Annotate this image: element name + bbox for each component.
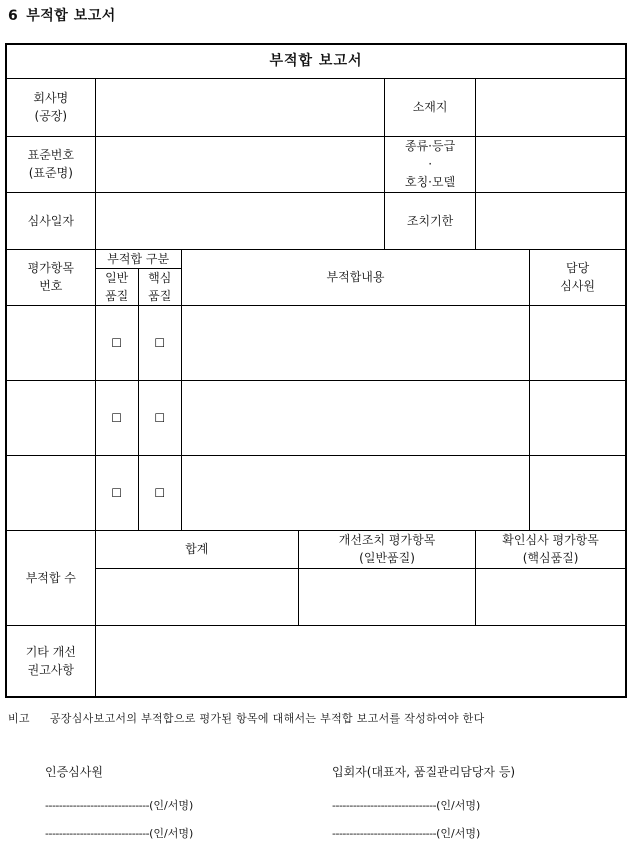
nonconformity-report-table: [5, 43, 627, 698]
form-title: 부적합 보고서: [6, 44, 626, 78]
nonconformity-count-label: 부적합 수: [6, 530, 95, 625]
heading-title: 부적합 보고서: [26, 8, 116, 24]
action-deadline-input[interactable]: [476, 192, 626, 249]
core-quality-label: 핵심 품질: [138, 268, 181, 305]
auditor-cell[interactable]: [530, 305, 626, 380]
certification-auditor-title: 인증심사원: [45, 765, 103, 779]
total-label: 합계: [95, 530, 298, 568]
type-grade-input[interactable]: [476, 136, 626, 192]
standard-input[interactable]: [95, 136, 384, 192]
content-label: 부적합내용: [181, 249, 530, 305]
standard-label: 표준번호 (표준명): [6, 136, 95, 192]
audit-date-input[interactable]: [95, 192, 384, 249]
auditor-cell[interactable]: [530, 380, 626, 455]
item-number-cell[interactable]: [6, 305, 95, 380]
other-recommendations-input[interactable]: [95, 625, 626, 697]
total-input[interactable]: [95, 568, 298, 625]
category-label: 부적합 구분: [95, 249, 181, 268]
general-quality-checkbox[interactable]: ☐: [95, 380, 138, 455]
audit-date-label: 심사일자: [6, 192, 95, 249]
location-input[interactable]: [476, 78, 626, 136]
type-grade-label: 종류·등급 · 호칭·모델: [385, 136, 476, 192]
verification-label: 확인심사 평가항목 (핵심품질): [476, 530, 626, 568]
witness-title: 입회자(대표자, 품질관리담당자 등): [332, 765, 516, 779]
action-deadline-label: 조치기한: [385, 192, 476, 249]
auditor-label: 담당 심사원: [530, 249, 626, 305]
auditor-signature-line-1[interactable]: ------------------------------(인/서명): [45, 799, 194, 812]
core-quality-checkbox[interactable]: ☐: [138, 455, 181, 530]
item-number-cell[interactable]: [6, 380, 95, 455]
verification-input[interactable]: [476, 568, 626, 625]
item-number-cell[interactable]: [6, 455, 95, 530]
witness-signature-line-2[interactable]: ------------------------------(인/서명): [332, 827, 481, 840]
improvement-input[interactable]: [298, 568, 475, 625]
company-label: 회사명 (공장): [6, 78, 95, 136]
page-heading: [8, 5, 116, 25]
item-row: [6, 380, 626, 455]
eval-item-label: 평가항목 번호: [6, 249, 95, 305]
general-quality-label: 일반 품질: [95, 268, 138, 305]
item-row: [6, 305, 626, 380]
general-quality-checkbox[interactable]: ☐: [95, 455, 138, 530]
location-label: 소재지: [385, 78, 476, 136]
auditor-signature-line-2[interactable]: ------------------------------(인/서명): [45, 827, 194, 840]
note: [8, 710, 485, 726]
content-cell[interactable]: [181, 455, 530, 530]
company-input[interactable]: [95, 78, 384, 136]
note-label: 비고: [8, 712, 30, 725]
improvement-label: 개선조치 평가항목 (일반품질): [298, 530, 475, 568]
content-cell[interactable]: [181, 380, 530, 455]
general-quality-checkbox[interactable]: ☐: [95, 305, 138, 380]
content-cell[interactable]: [181, 305, 530, 380]
heading-number: 6: [8, 8, 19, 24]
other-recommendations-label: 기타 개선 권고사항: [6, 625, 95, 697]
witness-signature-line-1[interactable]: ------------------------------(인/서명): [332, 799, 481, 812]
core-quality-checkbox[interactable]: ☐: [138, 380, 181, 455]
note-text: 공장심사보고서의 부적합으로 평가된 항목에 대해서는 부적합 보고서를 작성하여야 한다: [49, 712, 485, 725]
core-quality-checkbox[interactable]: ☐: [138, 305, 181, 380]
auditor-cell[interactable]: [530, 455, 626, 530]
item-row: [6, 455, 626, 530]
